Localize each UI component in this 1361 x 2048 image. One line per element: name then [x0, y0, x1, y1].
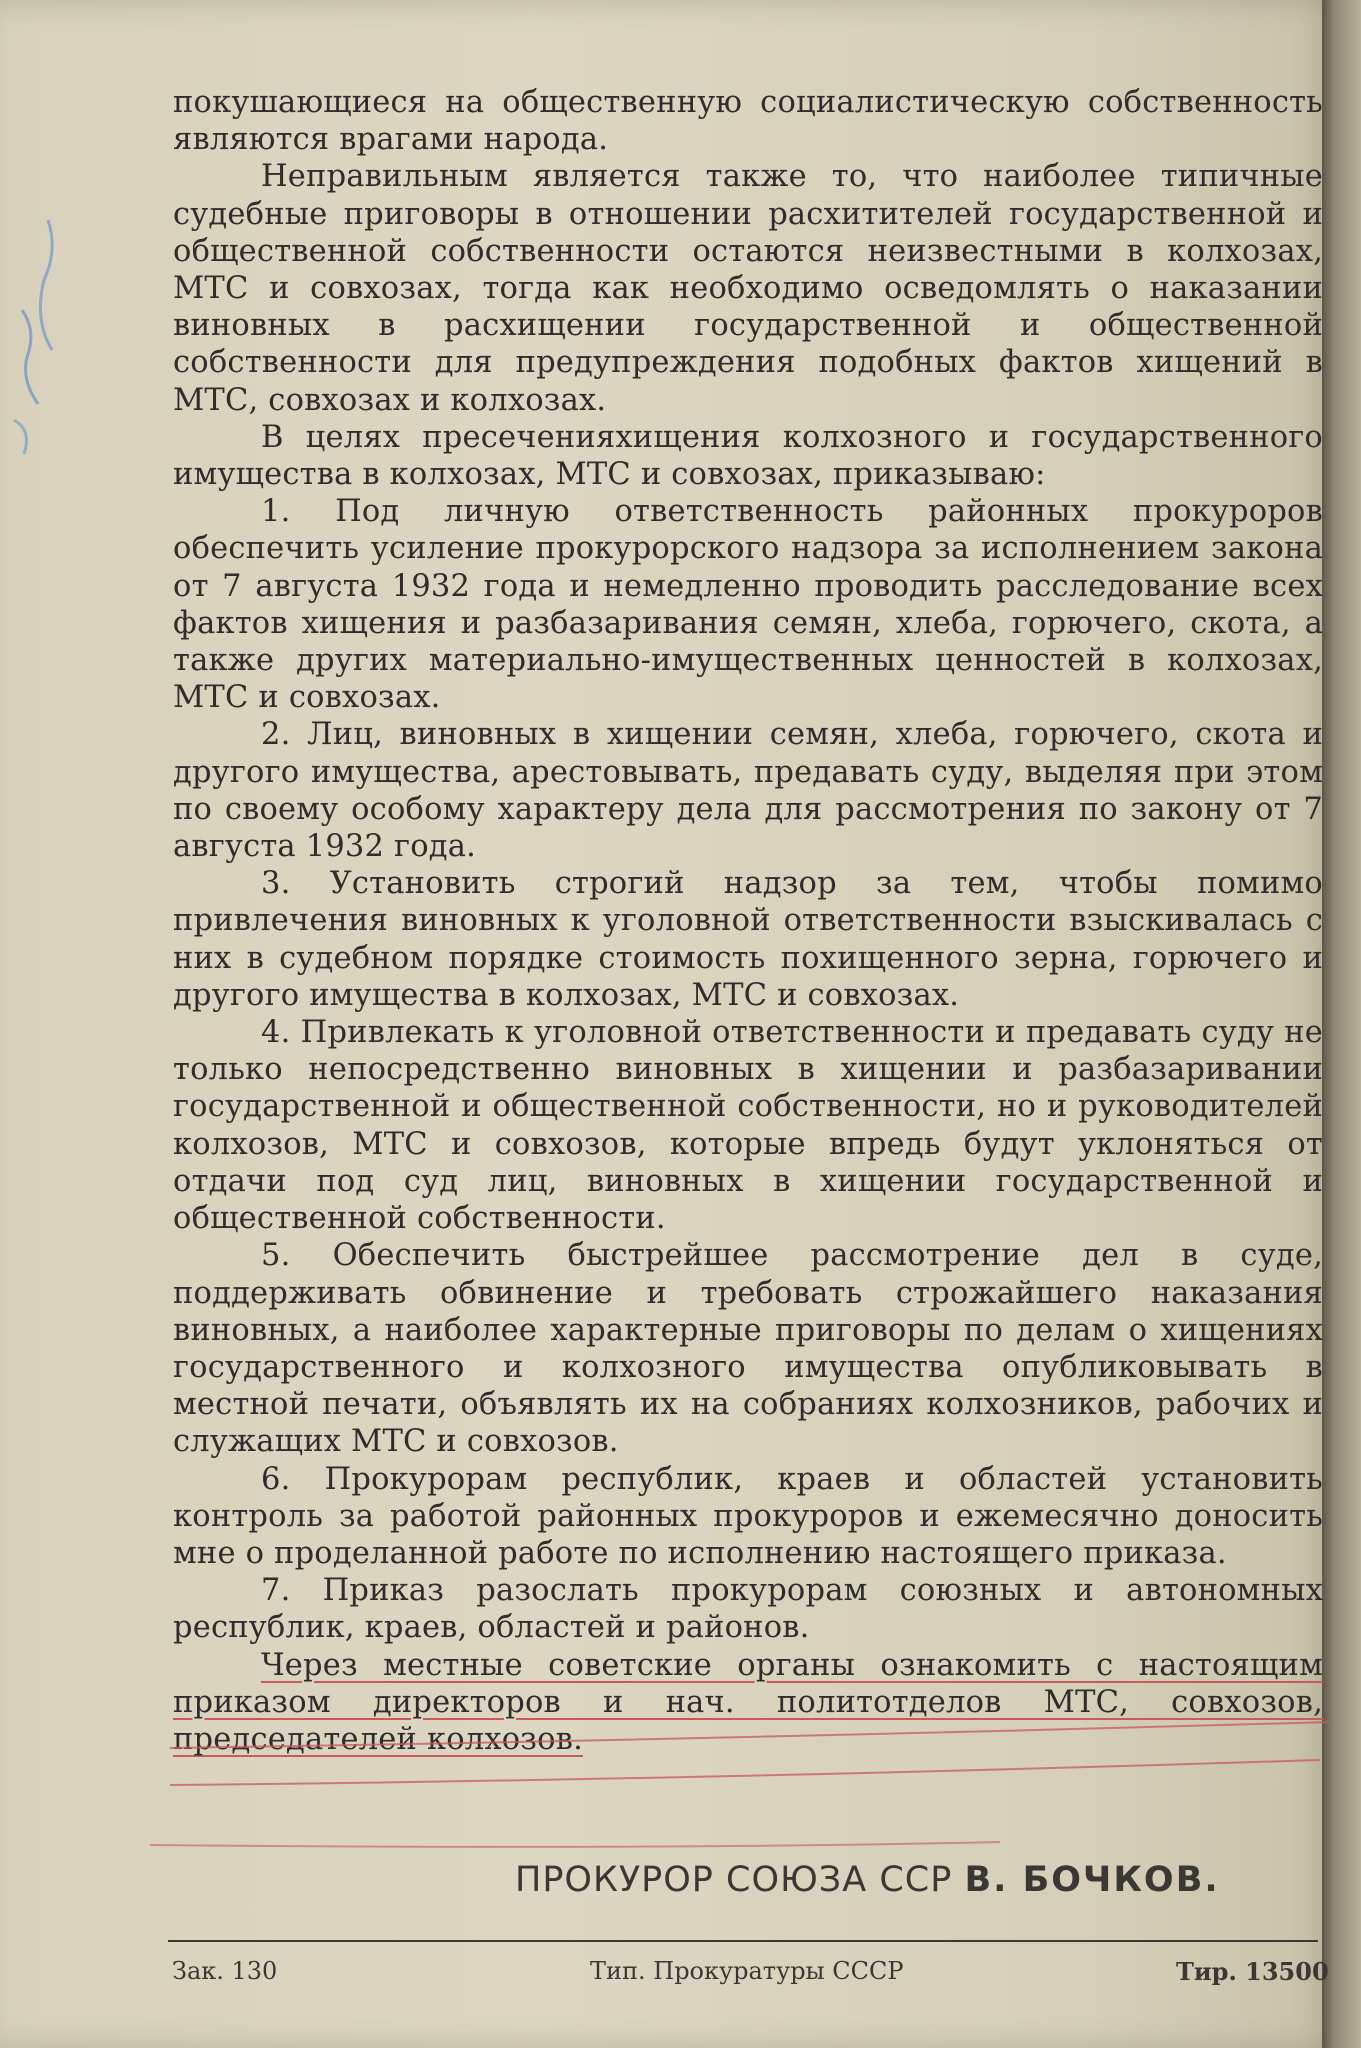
blue-ink-scribble-1: [22, 310, 38, 404]
document-body: [173, 84, 1323, 1758]
signature-title: ПРОКУРОР СОЮЗА ССР: [515, 1860, 953, 1900]
footer-print-run: Тир. 13500: [1176, 1957, 1329, 1986]
footer-printer: Тип. Прокуратуры СССР: [590, 1957, 904, 1985]
footer-divider: [168, 1940, 1318, 1942]
page-edge-shadow: [1322, 0, 1361, 2048]
paragraph-continuation: покушающиеся на общественную социалистическую собственность являются врагами народа.: [173, 85, 1323, 158]
footer-order-number: Зак. 130: [172, 1957, 278, 1985]
order-item-7: 7. Приказ разослать прокурорам союзных и автономных республик, краев, областей и районов.: [173, 1573, 1323, 1646]
order-item-6: 6. Прокурорам республик, краев и областей установить контроль за работой районных прокуроров и ежемесячно доносить мне о проделанной работе по исполнению настоящего приказа.: [173, 1461, 1323, 1571]
order-item-2: 2. Лиц, виновных в хищении семян, хлеба, горючего, скота и другого имущества, арестовывать, предавать суду, выделяя при этом по своему особому характеру дела для рассмотрения по закону от 7 августа 1932 года.: [173, 717, 1323, 865]
paragraph-order-intro: В целях пресеченияхищения колхозного и государственного имущества в колхозах, МТС и совхозах, приказываю:: [173, 419, 1323, 493]
order-item-5: 5. Обеспечить быстрейшее рассмотрение дел в суде, поддерживать обвинение и требовать строжайшего наказания виновных, а наиболее характерные приговоры по делам о хищениях государственного и колхозного имущества опубликовывать в местной печати, объявлять их на собраниях колхозников, рабочих и служащих МТС и совхозов.: [173, 1238, 1323, 1460]
paragraph-verdicts-unknown: Неправильным является также то, что наиболее типичные судебные приговоры в отношении расхитителей государственной и общественной собственности остаются неизвестными в колхозах, МТС и совхозах, тогда как необходимо осведомлять о наказании виновных в расхищении государственной и общественной собственности для предупреждения подобных фактов хищений в МТС, совхозах и колхозах.: [173, 159, 1323, 418]
blue-ink-scribble-2: [40, 220, 52, 350]
order-item-1: 1. Под личную ответственность районных прокуроров обеспечить усиление прокурорского надзора за исполнением закона от 7 августа 1932 года и немедленно проводить расследование всех фактов хищения и разбазаривания семян, хлеба, горючего, скота, а также других материально-имущественных ценностей в колхозах, МТС и совхозах.: [173, 494, 1323, 716]
order-item-3: 3. Установить строгий надзор за тем, чтобы помимо привлечения виновных к уголовной ответственности взыскивалась с них в судебном порядке стоимость похищенного зерна, горючего и другого имущества в колхозах, МТС и совхозах.: [173, 866, 1323, 1013]
red-pencil-underline-2: [170, 1760, 1320, 1785]
signature-name: В. БОЧКОВ.: [964, 1860, 1220, 1900]
order-item-4: 4. Привлекать к уголовной ответственности и предавать суду не только непосредственно виновных в хищении и разбазаривании государственной и общественной собственности, но и руководителей колхозов, МТС и совхозов, которые впредь будут уклоняться от отдачи под суд лиц, виновных в хищении государственной и общественной собственности.: [173, 1015, 1323, 1237]
paragraph-familiarize: Через местные советские органы ознакомить с настоящим приказом директоров и нач. политотделов МТС, совхозов, председателей колхозов.: [173, 1647, 1323, 1757]
red-pencil-underline-3: [150, 1842, 1000, 1847]
blue-ink-scribble-3: [14, 420, 26, 454]
signature-block: [515, 1860, 1220, 1900]
